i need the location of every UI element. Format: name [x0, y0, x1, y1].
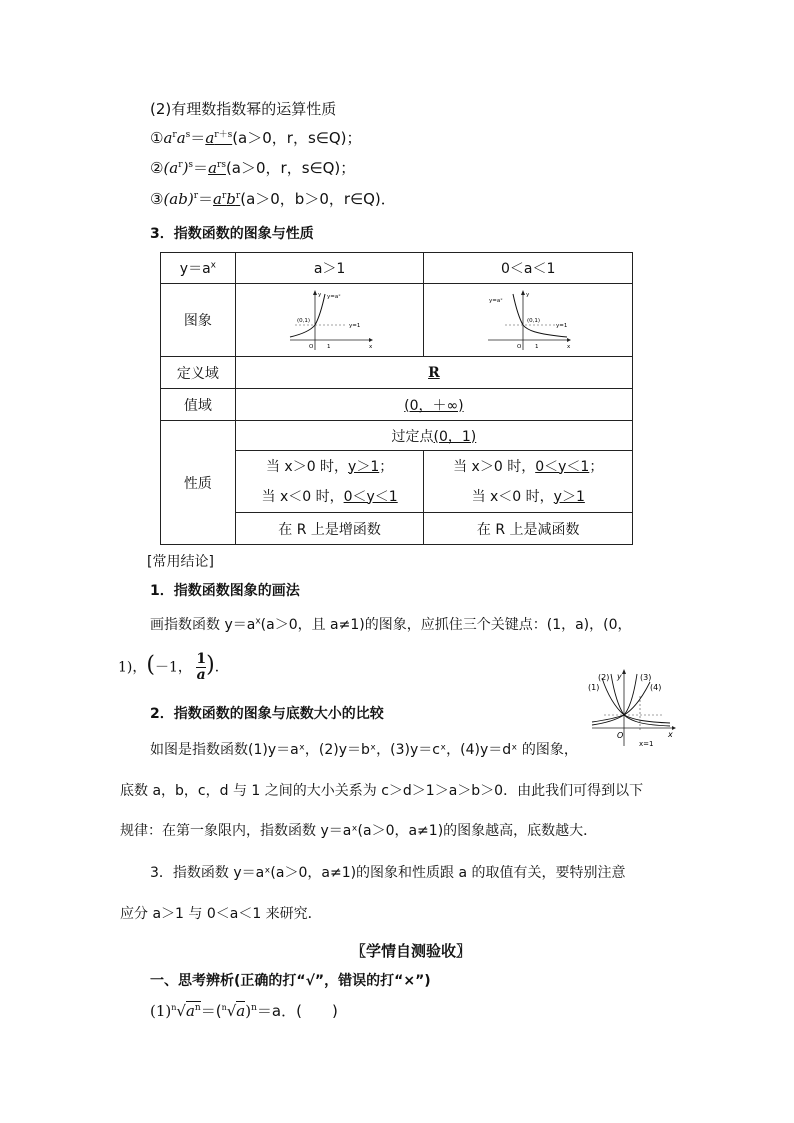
graph-y-label: y	[526, 292, 530, 298]
exp-curve-increasing	[290, 294, 325, 337]
conclusion-1-title: 1．指数函数图象的画法	[150, 583, 300, 599]
conclusion-1-text: 画指数函数 $y=a^x(a>0$，且 a≠1)的图象，应抓住三个关键点：(1，a)，(0，	[150, 616, 632, 633]
self-test-question-1: $(1)^n√a^n=(^n√a)^n=a$．( )	[150, 1002, 338, 1020]
domain-value: R	[235, 357, 632, 389]
curve-4	[592, 682, 650, 722]
base-comparison-figure	[584, 668, 680, 750]
point-label: (0,1)	[296, 318, 310, 324]
conclusion-2-title: 2．指数函数的图象与底数大小的比较	[150, 706, 384, 722]
mono-decreasing: 在 R 上是减函数	[424, 513, 633, 545]
one-label: 1	[535, 344, 539, 350]
row-graph-label: 图象	[161, 284, 236, 357]
range-value: (0，＋∞)	[235, 389, 632, 421]
row-properties-label: 性质	[161, 421, 236, 545]
line-label: y=1	[348, 323, 360, 329]
row-range-label: 值域	[161, 389, 236, 421]
origin-label: O	[308, 344, 313, 350]
increasing-graph	[285, 288, 375, 352]
line-label: y=1	[556, 323, 568, 329]
decreasing-graph	[483, 288, 573, 352]
conclusion-3-line-2: 应分 a＞1 与 0＜a＜1 来研究．	[120, 906, 322, 922]
conclusion-2-line-1: 如图是指数函数(1)y＝aˣ，(2)y＝bˣ，(3)y＝cˣ，(4)y＝dˣ 的图象，	[150, 742, 578, 758]
label-4: (4)	[650, 683, 662, 692]
fig-y-label: y	[617, 672, 622, 681]
common-conclusions-label: [常用结论]	[147, 554, 214, 570]
point-label: (0,1)	[527, 318, 541, 324]
conclusion-2-line-3: 规律：在第一象限内，指数函数 y＝aˣ(a＞0，a≠1)的图象越高，底数越大．	[120, 823, 598, 839]
mono-increasing: 在 R 上是增函数	[235, 513, 424, 545]
graph-increasing-cell	[235, 284, 424, 357]
fig-x1-label: x=1	[639, 740, 654, 748]
one-label: 1	[326, 344, 331, 350]
fraction-one-over-a: $\frac{1}{a}$	[196, 651, 207, 683]
graph-decreasing-cell	[424, 284, 633, 357]
row-domain-label: 定义域	[161, 357, 236, 389]
rule-2: $②(a^r)^s=a^{rs}(a>0$，r，s∈Q)；	[150, 159, 356, 177]
rule-3: $③(ab)^r=a^rb^r(a>0$，b＞0，r∈Q)．	[150, 190, 396, 208]
conclusion-2-line-2: 底数 a，b，c，d 与 1 之间的大小关系为 c＞d＞1＞a＞b＞0．由此我们可得到以下	[120, 783, 644, 799]
prop-a-gt-1: 当 x＞0 时，y＞1； 当 x＜0 时，0＜y＜1	[235, 451, 424, 513]
self-test-title: 〖学情自测验收〗	[351, 942, 472, 960]
prop-a-lt-1: 当 x＞0 时，0＜y＜1； 当 x＜0 时，y＞1	[424, 451, 633, 513]
conclusion-1-points: 1)，(－1， $\frac{1}{a}$ )．	[118, 651, 229, 683]
graph-x-label: x	[567, 344, 571, 350]
graph-y-label: y	[317, 292, 321, 298]
header-function: $y=a^x$	[161, 253, 236, 284]
section-3-title: 3．指数函数的图象与性质	[150, 226, 314, 242]
conclusion-3-line-1: 3．指数函数 y＝aˣ(a＞0，a≠1)的图象和性质跟 a 的取值有关，要特别注意	[150, 865, 626, 881]
self-test-question-head: 一、思考辨析(正确的打“√”，错误的打“×”)	[150, 973, 431, 989]
curve-label: y=aˣ	[489, 298, 503, 304]
fig-x-label: x	[668, 730, 673, 739]
label-2: (2)	[598, 673, 610, 682]
fixed-point: 过定点(0，1)	[235, 421, 632, 451]
rule-1: $①a^ra^s=a^{r+s}(a>0$，r，s∈Q)；	[150, 129, 362, 147]
exp-curve-decreasing	[513, 294, 567, 337]
header-a-lt-1: 0＜a＜1	[424, 253, 633, 284]
origin-label: O	[517, 344, 522, 350]
fig-origin-label: O	[617, 731, 624, 740]
label-3: (3)	[640, 673, 652, 682]
header-a-gt-1: a＞1	[235, 253, 424, 284]
label-1: (1)	[588, 683, 600, 692]
rational-exponent-heading: (2)有理数指数幂的运算性质	[150, 100, 337, 118]
graph-x-label: x	[368, 344, 372, 350]
exp-function-table	[160, 252, 633, 545]
curve-label: y=aˣ	[326, 294, 341, 300]
